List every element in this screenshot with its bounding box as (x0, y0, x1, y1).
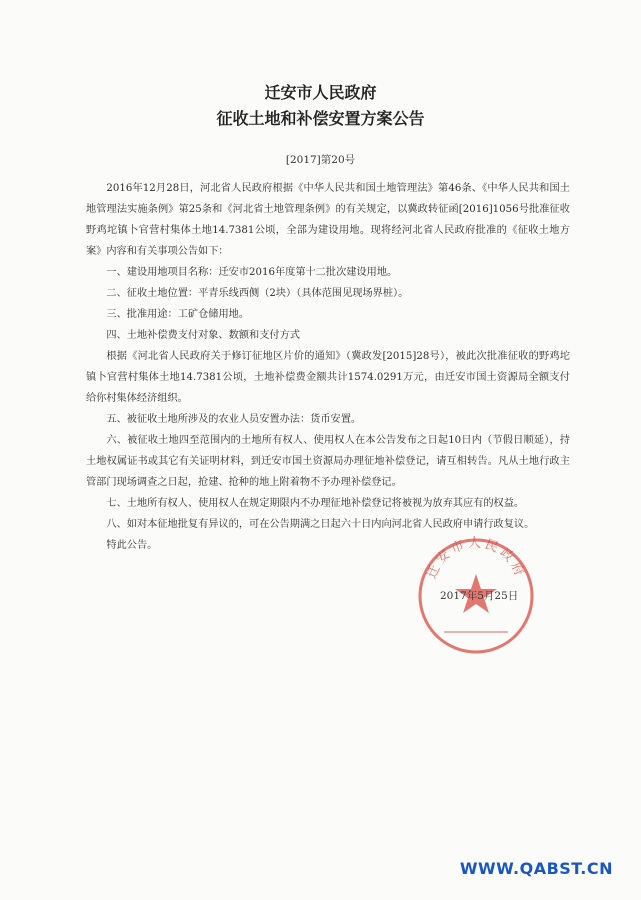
website-watermark: WWW.QABST.CN (459, 859, 613, 878)
paragraph-item-2: 二、征收土地位置：平青乐线西侧（2块）（具体范围见现场界桩）。 (106, 288, 409, 299)
paragraph-item-5: 五、被征收土地所涉及的农业人员安置办法：货币安置。 (106, 414, 362, 425)
seal-text: 迁安市人民政府 (424, 536, 528, 581)
paragraph-closing: 特此公告。 (106, 540, 158, 551)
issue-date: 2017年5月25日 (440, 590, 519, 602)
announcement-body (86, 178, 570, 556)
document-number: [2017]第20号 (285, 154, 356, 166)
paragraph-item-1: 一、建设用地项目名称：迁安市2016年度第十二批次建设用地。 (106, 267, 398, 278)
paragraph-item-4: 四、土地补偿费支付对象、数额和支付方式 (106, 330, 300, 341)
paragraph-intro: 2016年12月28日，河北省人民政府根据《中华人民共和国土地管理法》第46条、《中华人民共和国土地管理法实施条例》第25条和《河北省土地管理条例》的有关规定，以冀政转征函[2016]1056号批准征收野鸡坨镇卜官营村集体土地14.7381公顷，全部为建设用地。现将经河北省人民政府批准的《征收土地方案》内容和有关事项公告如下： (86, 183, 570, 257)
paragraph-item-8: 八、如对本征地批复有异议的，可在公告期满之日起六十日内向河北省人民政府申请行政复议。 (106, 519, 535, 530)
page-subtitle: 征收土地和补偿安置方案公告 (216, 109, 425, 128)
paragraph-item-4-detail: 根据《河北省人民政府关于修订征地区片价的通知》（冀政发[2015]28号），被此次批准征收的野鸡坨镇卜官营村集体土地14.7381公顷，土地补偿费金额共计1574.0291万元，由迁安市国土资源局全额支付给你村集体经济组织。 (86, 351, 570, 404)
page-title: 迁安市人民政府 (264, 83, 377, 102)
paragraph-item-6: 六、被征收土地四至范围内的土地所有权人、使用权人在本公告发布之日起10日内（节假日顺延），持土地权属证书或其它有关证明材料，到迁安市国土资源局办理征地补偿登记，请互相转告。凡从土地行政主管部门现场调查之日起，抢建、抢种的地上附着物不予办理补偿登记。 (86, 435, 570, 488)
paragraph-item-3: 三、批准用途：工矿仓储用地。 (106, 309, 250, 320)
paragraph-item-7: 七、土地所有权人、使用权人在规定期限内不办理征地补偿登记将被视为放弃其应有的权益。 (106, 498, 525, 509)
